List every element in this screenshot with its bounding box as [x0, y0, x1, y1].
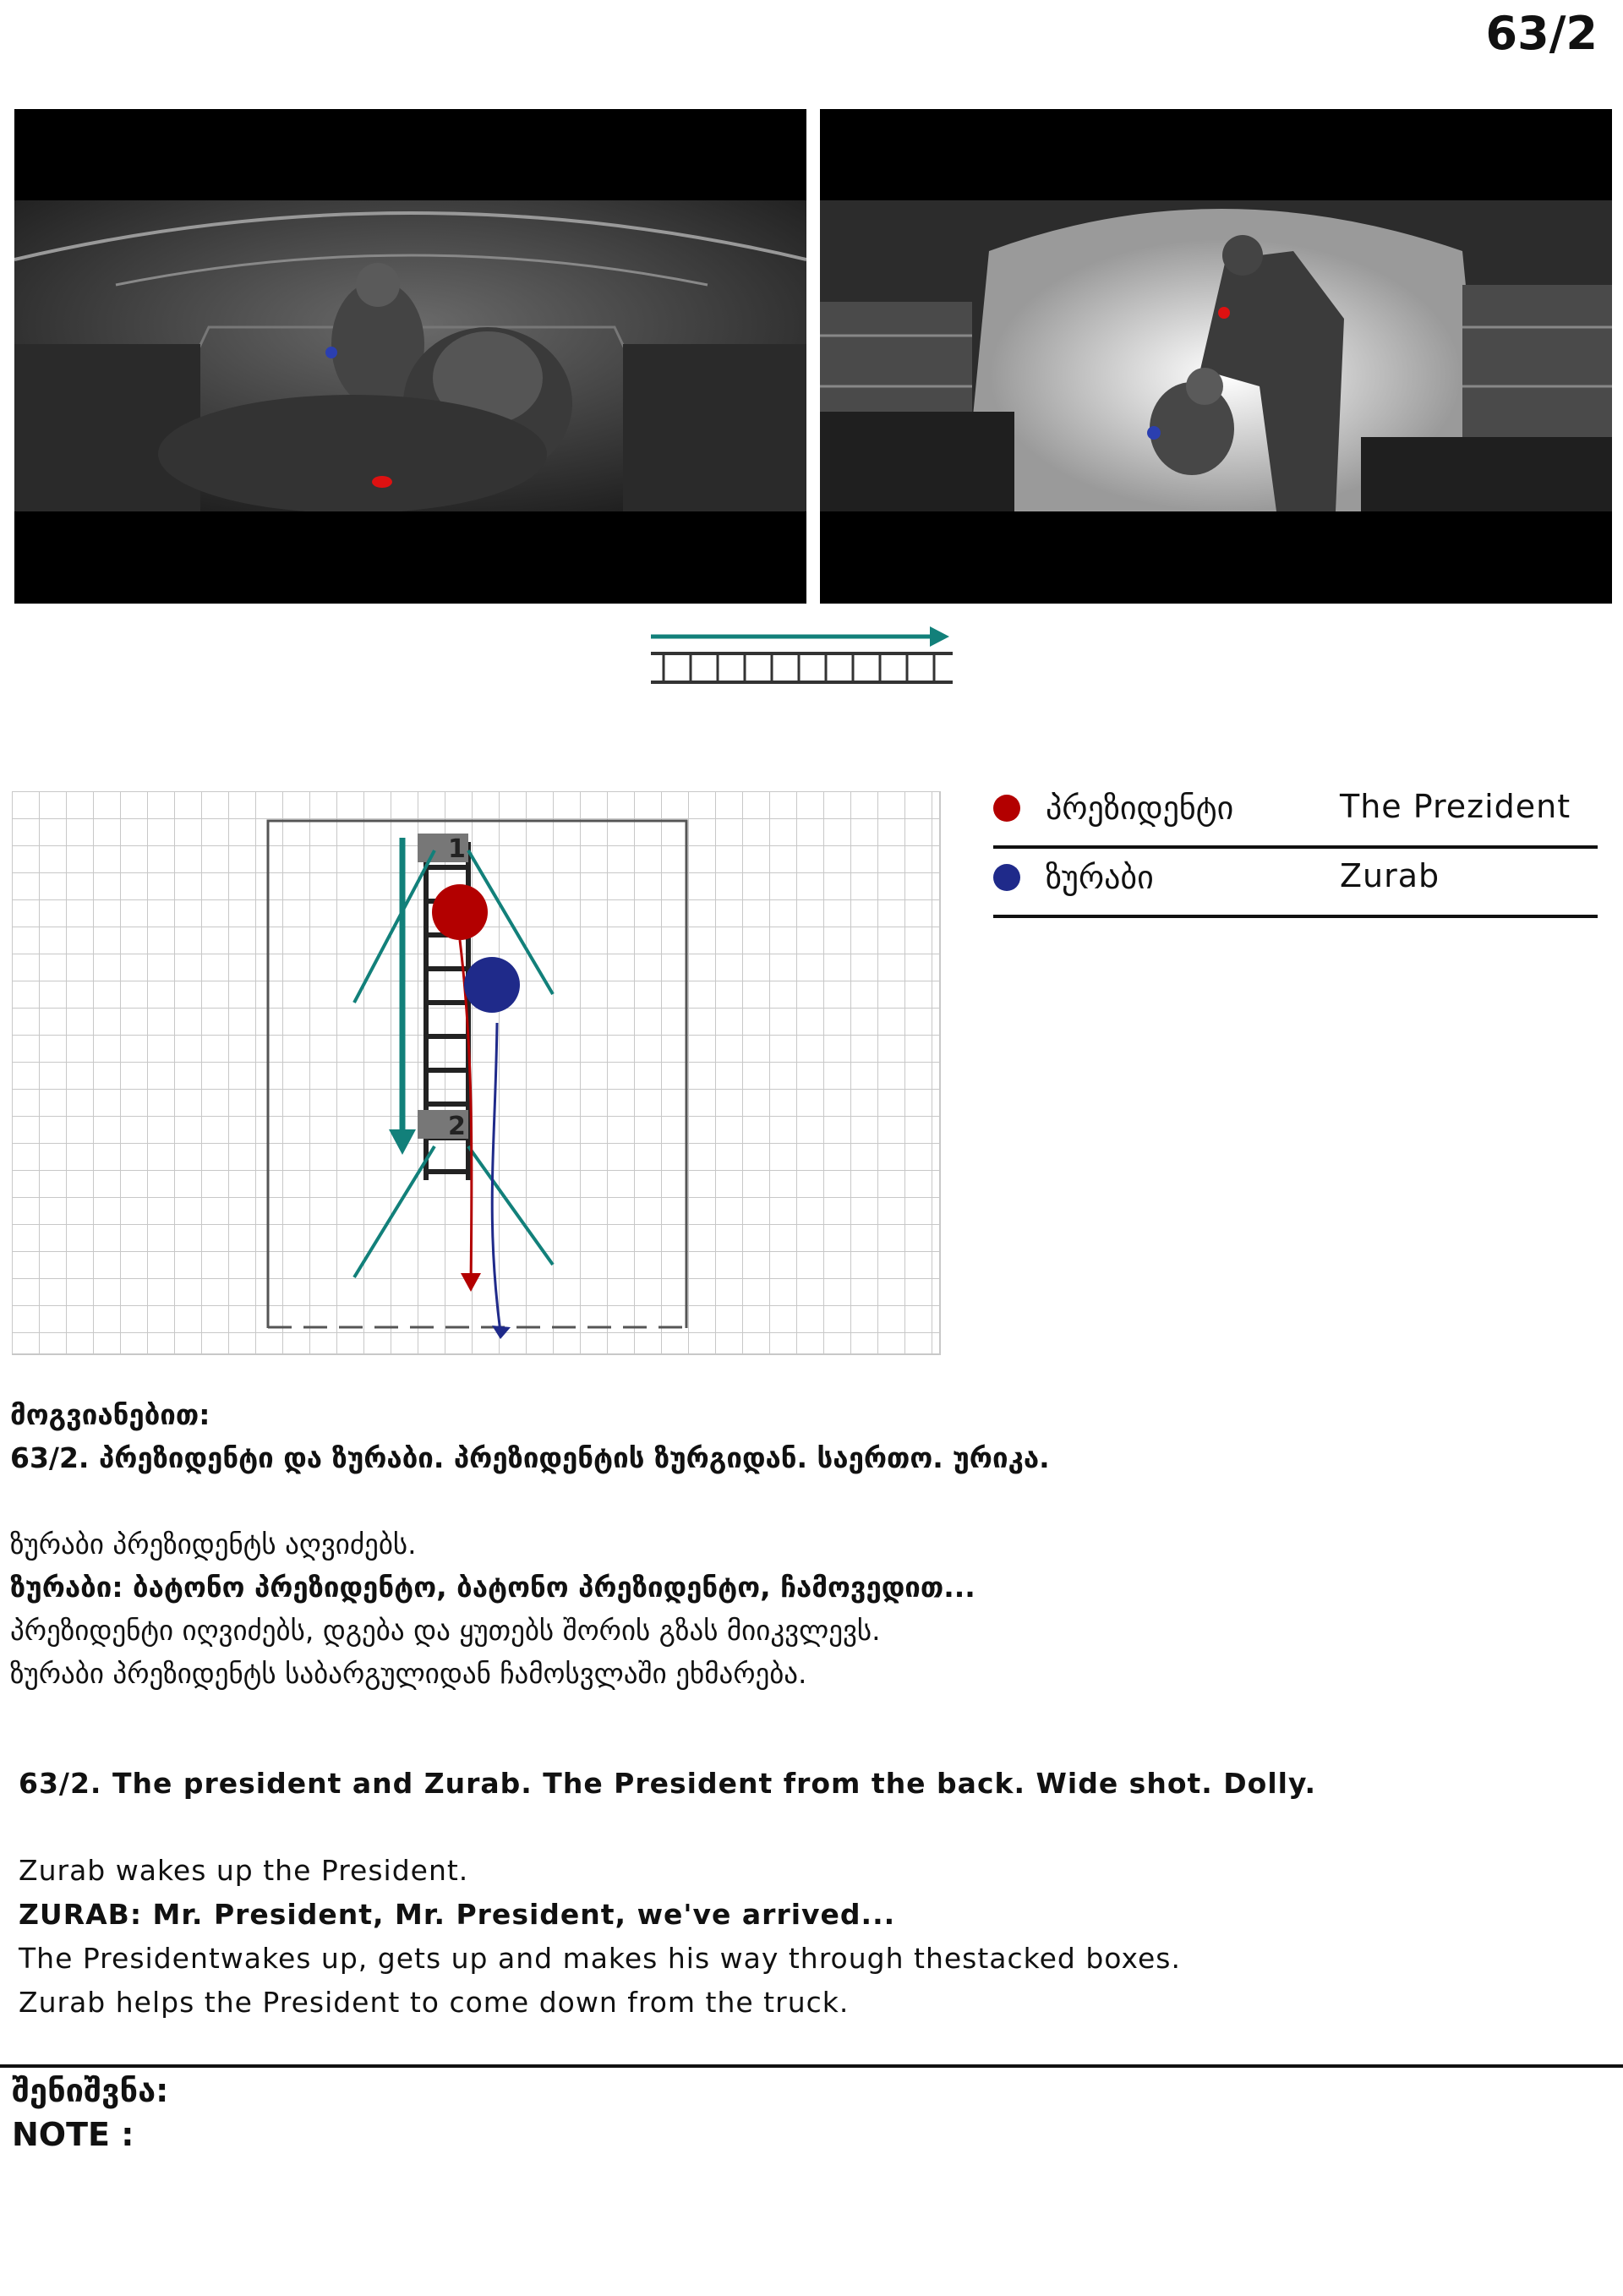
ka-line-4: ზურაბი პრეზიდენტს საბარგულიდან ჩამოსვლაში ეხმარება. [10, 1657, 807, 1690]
blue-dot-icon [993, 864, 1020, 891]
georgian-script-block [10, 1393, 1599, 1695]
legend-row-president [993, 779, 1598, 849]
truck-interior-sketch-icon [14, 200, 806, 511]
note-section [12, 2069, 168, 2157]
note-label-en: NOTE : [12, 2116, 134, 2153]
camera-mark-2: 2 [448, 1112, 466, 1141]
zurab-marker [464, 957, 520, 1013]
ka-heading: მოგვიანებით: [10, 1398, 210, 1431]
storyboard-frame-1 [14, 109, 806, 604]
en-line-4: Zurab helps the President to come down from the truck. [19, 1986, 850, 2019]
ka-line-3: პრეზიდენტი იღვიძებს, დგება და ყუთებს შორის გზას მიიკვლევს. [10, 1614, 881, 1647]
ka-shot-description: 63/2. პრეზიდენტი და ზურაბი. პრეზიდენტის ზურგიდან. საერთო. ურიკა. [10, 1441, 1050, 1474]
english-script-block [19, 1762, 1591, 2025]
floor-plan-diagram [12, 791, 942, 1356]
legend-ka-president: პრეზიდენტი [1046, 790, 1234, 827]
legend-en-president: The Prezident [1340, 788, 1571, 825]
ka-line-2: ზურაბი: ბატონო პრეზიდენტო, ბატონო პრეზიდენტო, ჩამოვედით... [10, 1571, 975, 1604]
en-line-1: Zurab wakes up the President. [19, 1854, 469, 1887]
president-marker [432, 884, 488, 940]
legend-en-zurab: Zurab [1340, 857, 1440, 894]
note-divider [0, 2064, 1623, 2068]
dolly-track-icon [647, 621, 959, 689]
ka-line-1: ზურაბი პრეზიდენტს აღვიძებს. [10, 1528, 417, 1561]
camera-mark-1: 1 [448, 834, 466, 864]
legend-row-zurab [993, 849, 1598, 918]
storyboard-frame-2 [820, 109, 1612, 604]
character-legend [993, 779, 1598, 918]
en-line-3: The Presidentwakes up, gets up and makes his way through thestacked boxes. [19, 1942, 1181, 1975]
note-label-ka: შენიშვნა: [12, 2072, 169, 2109]
en-shot-description: 63/2. The president and Zurab. The President from the back. Wide shot. Dolly. [19, 1767, 1316, 1800]
page-number: 63/2 [1485, 7, 1598, 60]
en-line-2: ZURAB: Mr. President, Mr. President, we've arrived... [19, 1898, 896, 1931]
truck-exit-sketch-icon [820, 200, 1612, 511]
red-dot-icon [993, 795, 1020, 822]
legend-ka-zurab: ზურაბი [1046, 859, 1154, 896]
